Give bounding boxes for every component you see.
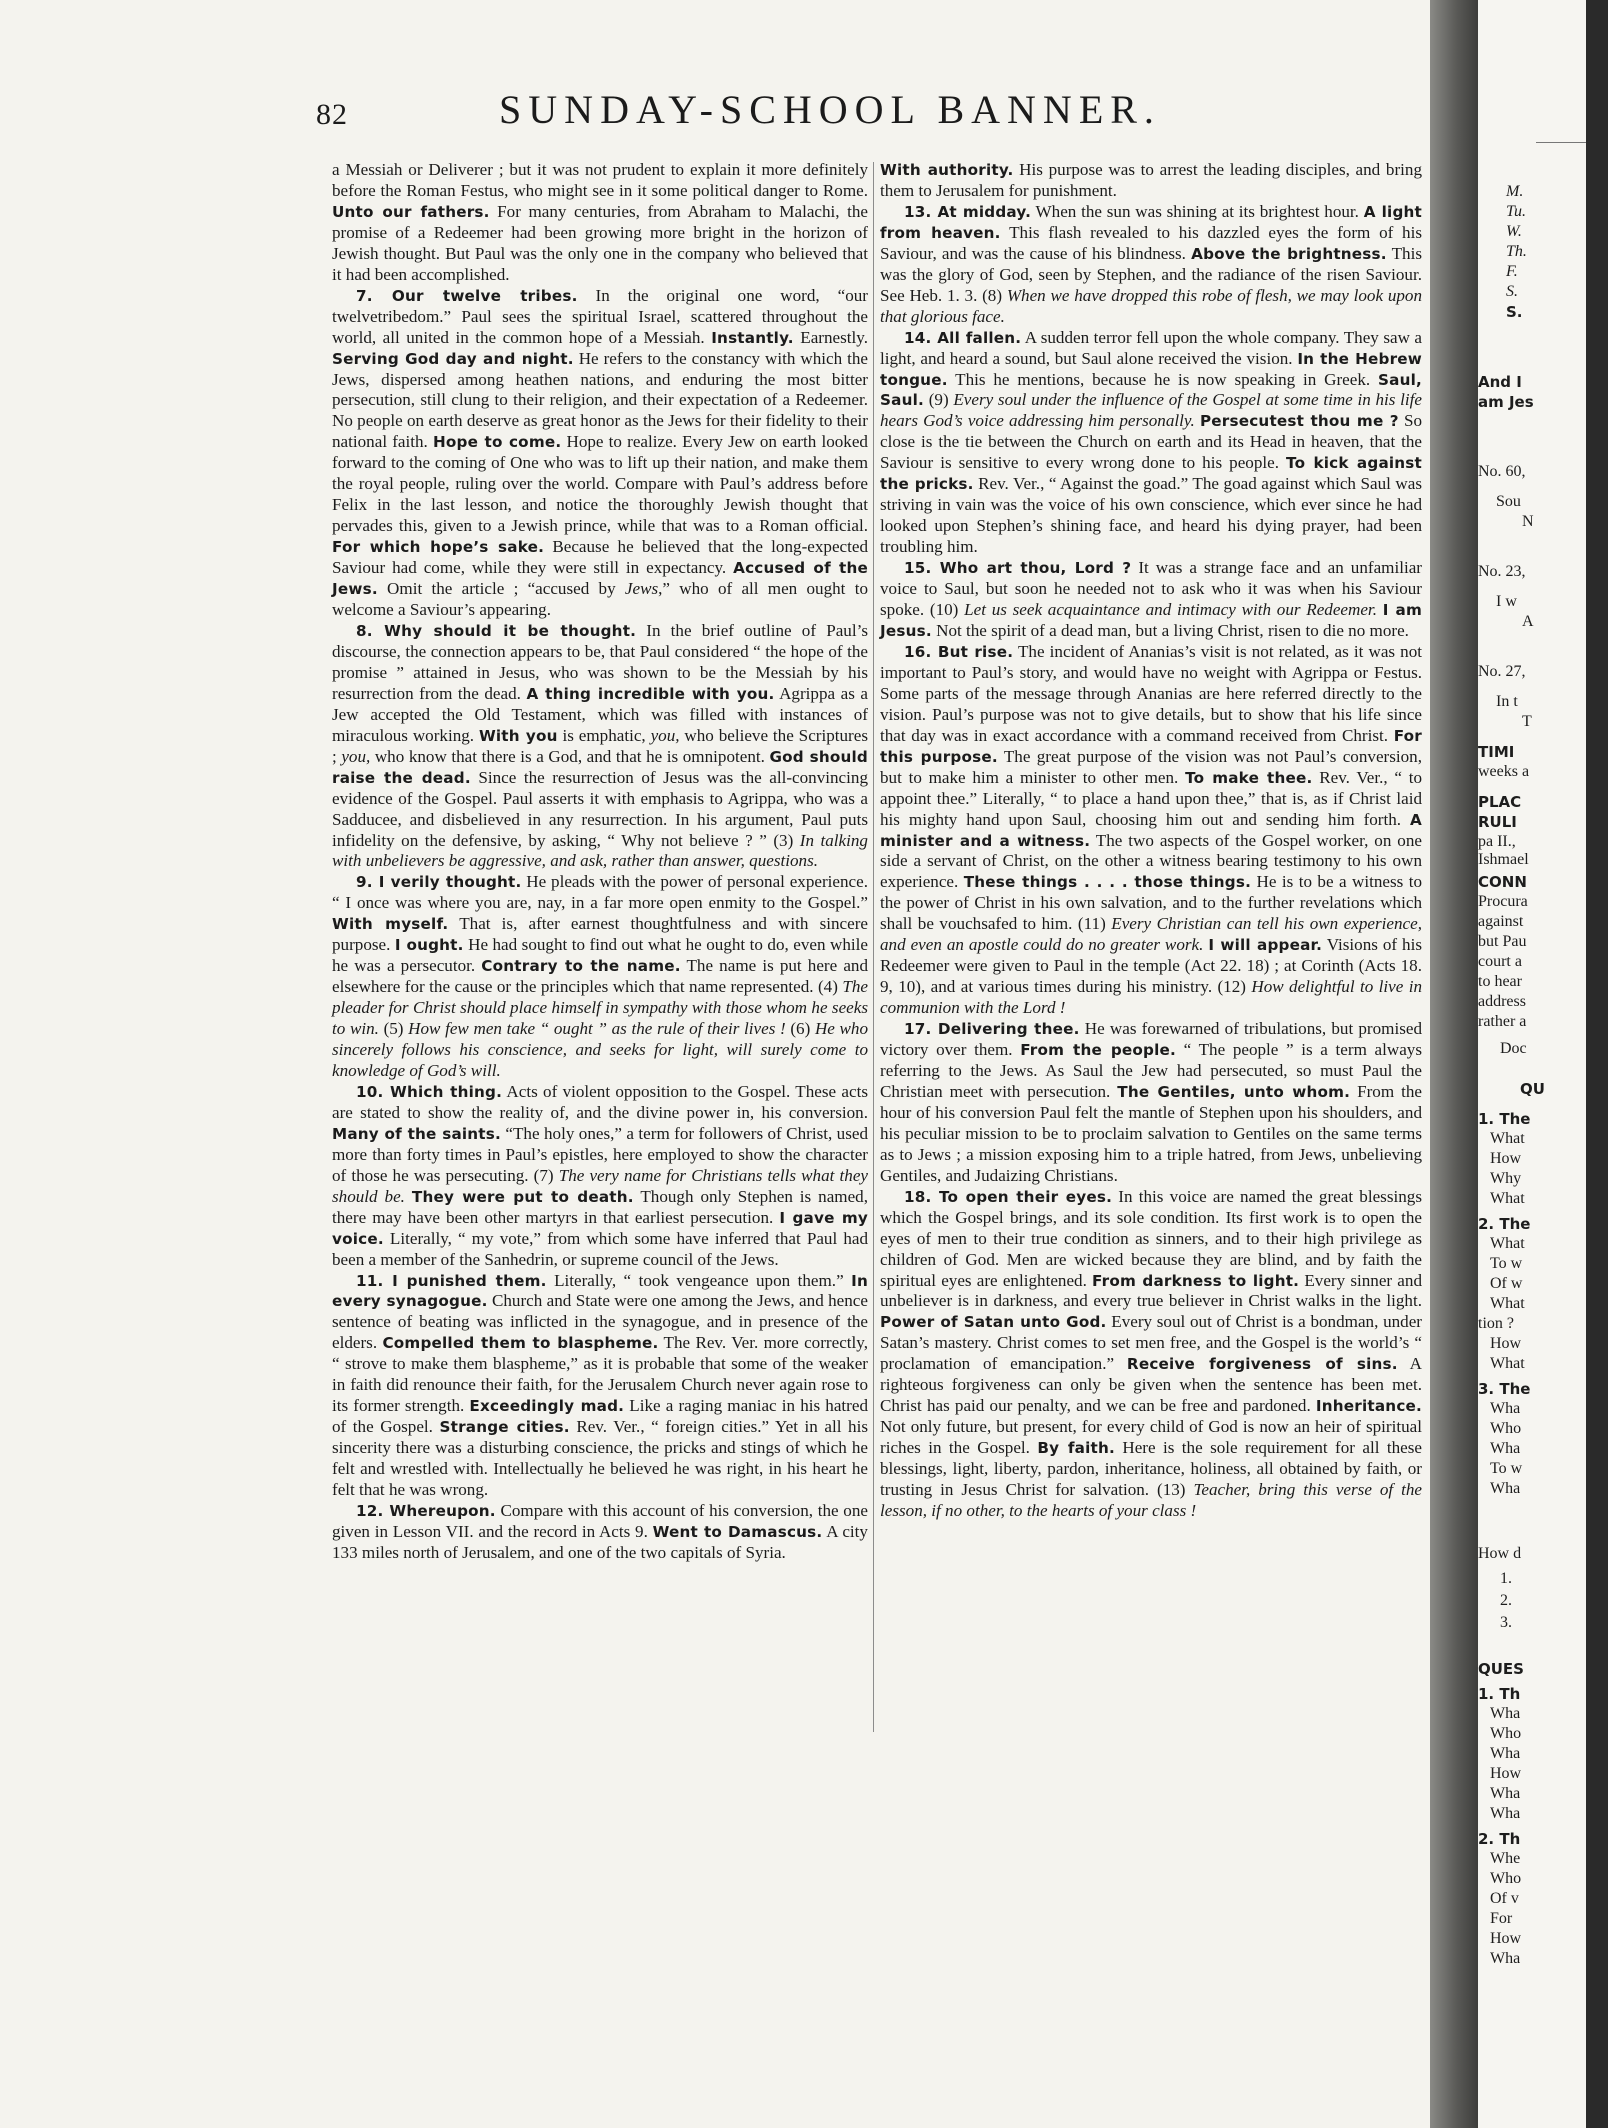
left-column <box>332 160 868 1564</box>
italic-remark: Every soul under the influence of the Gospel at some time in his life hears God’s voice addressing him personally. <box>880 390 1423 431</box>
adjacent-page-fragment: No. 27, <box>1478 663 1526 680</box>
lemma-heading: 11. I punished them. <box>356 1271 547 1290</box>
paragraph <box>332 1501 868 1564</box>
lemma-heading: Contrary to the name. <box>481 957 681 976</box>
body-text: It was a strange face and an unfamiliar voice to Saul, but soon he needed not to ask who it was when his Saviour spoke. (10) <box>880 558 1422 620</box>
body-text: Rev. Ver., “ Against the goad.” The goad against which Saul was striving in vain was the voice of his own conscience, which ever since he had looked upon Stephen’s shining face, and heard his dying prayer, had been troubling him. <box>880 474 1422 557</box>
body-text: ,” who of all men ought to welcome a Saviour’s appearing. <box>332 579 868 620</box>
body-text: From the hour of his conversion Paul felt the mantle of Stephen upon his shoulders, and his peculiar mission to be to proclaim salvation to Gentiles on the same terms as to Jews ; a mission exposing him to a triple hatred, from Jews, unbelieving Gentiles, and Judaizing Christians. <box>880 1081 1422 1185</box>
body-text: For many centuries, from Abraham to Malachi, the promise of a Redeemer had been growing more bright in the horizon of Jewish thought. But Paul was the only one in the company who believed that it had been accomplished. <box>332 201 868 284</box>
lemma-heading: A light from heaven. <box>880 202 1422 242</box>
adjacent-page-rule <box>1536 142 1586 143</box>
lemma-heading: 13. At midday. <box>904 202 1032 221</box>
lemma-heading: With authority. <box>880 161 1014 179</box>
paragraph <box>880 558 1422 642</box>
page-number: 82 <box>316 98 348 131</box>
column-rule <box>873 162 874 1732</box>
adjacent-page-fragment: Wha <box>1490 1400 1521 1417</box>
italic-remark: Every Christian can tell his own experience, and even an apostle could do no greater work. <box>880 914 1422 955</box>
adjacent-page-fragment: And I <box>1478 373 1522 391</box>
adjacent-page-fragment: What <box>1490 1130 1525 1147</box>
adjacent-page-fragment: PLAC <box>1478 793 1522 811</box>
adjacent-page-fragment: No. 60, <box>1478 463 1526 480</box>
body-text: Compare with this account of his conversion, the one given in Lesson VII. and the record in Acts 9. <box>332 1501 868 1541</box>
body-text: He refers to the constancy with which the Jews, dispersed among heathen nations, and enduring the most bitter persecution, still clung to their religion, and their expectation of a Redeemer. No people on earth deserve as great honor as the Jews for their fidelity to their national faith. <box>332 348 868 452</box>
adjacent-page-fragment: No. 23, <box>1478 563 1526 580</box>
italic-remark: The very name for Christians tells what they should be. <box>332 1165 868 1206</box>
lemma-heading: Strange cities. <box>439 1418 570 1437</box>
lemma-heading: 10. Which thing. <box>356 1082 503 1101</box>
body-text: The incident of Ananias’s visit is not related, as it was not important to Paul’s story, and would have no weight with Agrippa or Festus. Some parts of the message through Ananias are here referred directly to the vision. Paul’s purpose was not to give details, but to show that his life since that day was in exact accordance with a command received from Christ. <box>880 641 1422 745</box>
body-text: A city 133 miles north of Jerusalem, and one of the two capitals of Syria. <box>332 1521 868 1562</box>
body-text: In this voice are named the great blessings which the Gospel brings, and its sole condition. Its first work is to open the eyes of men to their true condition as sinners, and to their high privilege as children of God. Men are wicked because they are blind, and by faith the spiritual eyes are enlightened. <box>880 1186 1422 1290</box>
body-text: His purpose was to arrest the leading disciples, and bring them to Jerusalem for punishment. <box>880 160 1422 200</box>
adjacent-page-fragment: 2. <box>1500 1592 1512 1609</box>
body-text: Rev. Ver., “ foreign cities.” Yet in all his sincerity there was a disturbing conscience, the pricks and stings of which he felt and wrestled with. Intellectually he believed he was right, in his heart he felt that he was wrong. <box>332 1417 868 1500</box>
lemma-heading: Serving God day and night. <box>332 349 574 368</box>
lemma-heading: Accused of the Jews. <box>332 559 868 599</box>
lemma-heading: From darkness to light. <box>1092 1271 1300 1290</box>
adjacent-page-fragment: I w <box>1496 593 1517 610</box>
body-text: He had sought to find out what he ought to do, even while he was a persecutor. <box>332 935 869 976</box>
body-text: “The holy ones,” a term for followers of Christ, used more than forty times in Paul’s epistles, here employed to show the character of those he was persecuting. (7) <box>332 1123 868 1185</box>
body-text: The great purpose of the vision was not Paul’s conversion, but to make him a minister to other men. <box>880 746 1422 787</box>
adjacent-page-fragment: Ishmael <box>1478 851 1529 868</box>
lemma-heading: 15. Who art thou, Lord ? <box>904 559 1132 578</box>
adjacent-page-fragment: 3. <box>1500 1614 1512 1631</box>
adjacent-page-fragment: How d <box>1478 1545 1522 1562</box>
body-text: He is to be a witness to the power of Christ in his own salvation, and to the further revelations which shall be vouchsafed to him. (11) <box>880 872 1422 934</box>
lemma-heading: 9. I verily thought. <box>356 873 522 892</box>
lemma-heading: A thing incredible with you. <box>526 684 775 703</box>
adjacent-page-fragment: What <box>1490 1295 1525 1312</box>
lemma-heading: I gave my voice. <box>332 1208 868 1248</box>
adjacent-page-fragment: TIMI <box>1478 743 1515 761</box>
body-text: That is, after earnest thoughtfulness and with sincere purpose. <box>332 914 868 955</box>
body-text: “ The people ” is a term always referring to the Jews. As Saul the Jew had persecuted, so must Paul the Christian meet with persecution. <box>880 1040 1422 1101</box>
lemma-heading: 14. All fallen. <box>904 328 1022 347</box>
adjacent-page-fragment: address <box>1478 993 1526 1010</box>
adjacent-page-fragment: How <box>1490 1150 1522 1167</box>
lemma-heading: The Gentiles, unto whom. <box>1117 1082 1351 1101</box>
adjacent-page-fragment: Who <box>1490 1870 1522 1887</box>
lemma-heading: Persecutest thou me ? <box>1199 412 1399 431</box>
lemma-heading: Inheritance. <box>1315 1397 1422 1416</box>
italic-remark: you, <box>341 746 371 766</box>
adjacent-page-fragment: rather a <box>1478 1013 1527 1030</box>
lemma-heading: 7. Our twelve tribes. <box>356 286 578 305</box>
adjacent-page-fragment: How <box>1490 1930 1522 1947</box>
adjacent-page-fragment: weeks a <box>1478 763 1530 780</box>
lemma-heading: Hope to come. <box>433 433 562 452</box>
adjacent-page-fragment: A <box>1522 613 1534 630</box>
lemma-heading: To kick against the pricks. <box>880 454 1423 494</box>
lemma-heading: I ought. <box>394 936 464 955</box>
scan-border <box>1586 0 1608 2128</box>
adjacent-page-fragment: M. <box>1506 183 1524 200</box>
italic-remark: you, <box>650 725 680 745</box>
adjacent-page-fragment: How <box>1490 1765 1522 1782</box>
body-text: So close is the tie between the Church on earth and its Head in heaven, that the Saviour is sensitive to every wrong done to his people. <box>880 411 1423 473</box>
body-text: A sudden terror fell upon the whole company. They saw a light, and heard a sound, but Saul alone received the vision. <box>880 327 1423 368</box>
lemma-heading: Receive forgiveness of sins. <box>1126 1355 1398 1374</box>
lemma-heading: God should raise the dead. <box>332 747 868 787</box>
adjacent-page-fragment: but Pau <box>1478 933 1527 950</box>
lemma-heading: To make thee. <box>1185 768 1313 787</box>
adjacent-page-fragment: 3. The <box>1478 1380 1531 1398</box>
paragraph <box>332 872 868 1082</box>
lemma-heading: In the Hebrew tongue. <box>880 349 1423 389</box>
adjacent-page-fragment: to hear <box>1478 973 1522 990</box>
adjacent-page-fragment: F. <box>1506 263 1518 280</box>
body-text: The two aspects of the Gospel worker, on one side a servant of Christ, on the other a witness bearing testimony to his own experience. <box>880 830 1422 892</box>
adjacent-page-fragment: To w <box>1490 1460 1523 1477</box>
adjacent-page-fragment: QU <box>1520 1080 1545 1098</box>
body-text: Church and State were one among the Jews, and hence sentence of beating was inflicted in the synagogue, and in presence of the elders. <box>332 1291 868 1353</box>
adjacent-page-fragment: Who <box>1490 1725 1522 1742</box>
adjacent-page-fragment: Th. <box>1506 243 1527 260</box>
body-text: Agrippa as a Jew accepted the Old Testament, which was filled with instances of miraculous working. <box>332 683 868 745</box>
lemma-heading: By faith. <box>1037 1439 1115 1458</box>
adjacent-page-fragment: Wha <box>1490 1950 1521 1967</box>
adjacent-page-fragment: S. <box>1506 283 1518 300</box>
adjacent-page-fragment: Why <box>1490 1170 1522 1187</box>
adjacent-page-fragment: What <box>1490 1235 1525 1252</box>
adjacent-page-fragment: Tu. <box>1506 203 1527 220</box>
adjacent-page-fragment: RULI <box>1478 813 1517 831</box>
adjacent-page-fragment: For <box>1490 1910 1513 1927</box>
lemma-heading: They were put to death. <box>411 1187 634 1206</box>
body-text: This he mentions, because he is now speaking in Greek. <box>947 369 1379 389</box>
lemma-heading: Exceedingly mad. <box>469 1397 625 1416</box>
lemma-heading: With myself. <box>332 915 449 934</box>
lemma-heading: Many of the saints. <box>332 1124 501 1143</box>
italic-remark: He who sincerely follows his conscience, and seeks for light, will surely come to knowledge of God’s will. <box>332 1019 869 1080</box>
lemma-heading: For this purpose. <box>880 726 1422 766</box>
body-text: Though only Stephen is named, there may have been other martyrs in that earliest persecution. <box>332 1186 868 1227</box>
running-head: SUNDAY-SCHOOL BANNER. <box>499 87 1161 132</box>
paragraph <box>880 1019 1422 1187</box>
adjacent-page-fragment: tion ? <box>1478 1315 1514 1332</box>
adjacent-page-fragment: S. <box>1506 303 1523 321</box>
lemma-heading: With you <box>478 726 558 745</box>
adjacent-page-fragment: am Jes <box>1478 393 1534 411</box>
body-text: Earnestly. <box>793 327 868 347</box>
lemma-heading: Compelled them to blaspheme. <box>382 1334 659 1353</box>
adjacent-page-fragment: In t <box>1496 693 1518 710</box>
body-text: Every soul out of Christ is a bondman, under Satan’s mastery. Christ comes to set men free, and the Gospel is the world’s “ proclamation of emancipation.” <box>880 1312 1422 1374</box>
italic-remark: Let us seek acquaintance and intimacy with our Redeemer. <box>964 600 1377 620</box>
adjacent-page-fragment: N <box>1522 513 1534 530</box>
adjacent-page-fragment: 2. The <box>1478 1215 1531 1233</box>
paragraph <box>332 160 868 286</box>
body-text: A righteous forgiveness can only be given when the sentence has been met. Christ has paid our penalty, and we can be free and pardoned. <box>880 1354 1422 1416</box>
lemma-heading: 12. Whereupon. <box>356 1502 496 1520</box>
body-text: Like a raging maniac in his hatred of the Gospel. <box>332 1396 868 1437</box>
body-text: He pleads with the power of personal experience. “ I once was where you are, nay, in a far more open enmity to the Gospel.” <box>332 872 869 913</box>
body-text: Not only future, but present, for every child of God is now an heir of spiritual riches in the Gospel. <box>880 1417 1422 1458</box>
adjacent-page-fragment: pa II., <box>1478 833 1516 850</box>
lemma-heading: From the people. <box>1020 1041 1177 1060</box>
paragraph <box>332 1082 868 1271</box>
paragraph <box>880 202 1422 328</box>
body-text: When the sun was shining at its brightest hour. <box>1031 201 1364 221</box>
body-text: who know that there is a God, and that he is omnipotent. <box>370 746 770 766</box>
adjacent-page-fragment: Of w <box>1490 1275 1523 1292</box>
adjacent-page-fragment: QUES <box>1478 1660 1524 1678</box>
body-text: (5) <box>378 1019 409 1039</box>
body-text: Here is the sole requirement for all these blessings, light, liberty, pardon, inheritance, holiness, all obtained by faith, or trusting in Jesus Christ for salvation. (13) <box>880 1438 1422 1500</box>
paragraph <box>880 1187 1422 1522</box>
lemma-heading: 16. But rise. <box>904 642 1014 661</box>
lemma-heading: In every synagogue. <box>332 1271 868 1311</box>
adjacent-page-fragment: 2. Th <box>1478 1830 1521 1848</box>
lemma-heading: Above the brightness. <box>1191 244 1387 263</box>
lemma-heading: I will appear. <box>1208 936 1323 955</box>
paragraph <box>880 642 1422 1019</box>
adjacent-page-fragment: Wha <box>1490 1745 1521 1762</box>
adjacent-page-fragment: Wha <box>1490 1480 1521 1497</box>
adjacent-page-fragment: 1. The <box>1478 1110 1531 1128</box>
body-text: In the brief outline of Paul’s discourse, the connection appears to be, that Paul considered “ the hope of the promise ” attained in Jesus, who was shown to be the Messiah by his resurrection from the dead. <box>332 620 868 703</box>
lemma-heading: Saul, Saul. <box>880 370 1422 410</box>
adjacent-page-fragment: T <box>1522 713 1532 730</box>
lemma-heading: 17. Delivering thee. <box>904 1020 1080 1039</box>
italic-remark: The pleader for Christ should place himself in sympathy with those whom he seeks to win. <box>332 977 868 1039</box>
body-text: a Messiah or Deliverer ; but it was not prudent to explain it more definitely before the Roman Festus, who might see in it some political danger to Rome. <box>332 160 868 200</box>
lemma-heading: These things . . . . those things. <box>963 873 1252 892</box>
adjacent-page-fragment: Whe <box>1490 1850 1521 1867</box>
lemma-heading: 8. Why should it be thought. <box>356 621 637 640</box>
adjacent-page-fragment: Who <box>1490 1420 1522 1437</box>
adjacent-page-fragment: What <box>1490 1190 1525 1207</box>
adjacent-page-fragment: W. <box>1506 223 1522 240</box>
paragraph <box>332 621 868 872</box>
adjacent-page-fragment: court a <box>1478 953 1522 970</box>
italic-remark: How few men take “ ought ” as the rule of their lives ! <box>408 1019 786 1039</box>
body-text: Not the spirit of a dead man, but a living Christ, risen to die no more. <box>931 620 1409 640</box>
adjacent-page-fragment: What <box>1490 1355 1525 1372</box>
lemma-heading: Unto our fathers. <box>332 202 490 221</box>
body-text: Rev. Ver., “ to appoint thee.” Literally, “ to place a hand upon thee,” that is, as if Christ laid his mighty hand upon Saul, choosing him out and sending him forth. <box>880 767 1423 829</box>
adjacent-page-fragment: To w <box>1490 1255 1523 1272</box>
body-text: Visions of his Redeemer were given to Paul in the temple (Act 22. 18) ; at Corinth (Acts 18. 9, 10), and at various times during his ministry. (12) <box>880 935 1423 997</box>
adjacent-page-fragment: Sou <box>1496 493 1521 510</box>
lemma-heading: 18. To open their eyes. <box>904 1187 1113 1206</box>
body-text: Hope to realize. Every Jew on earth looked forward to the coming of One who was to lift up their nation, and make them the royal people, ruling over the world. Compare with Paul’s address before Felix in the last lesson, and notice the thoroughly Jewish thought that pervades this, given to a Jewish prince, while that was to a Roman official. <box>332 432 868 536</box>
adjacent-page-fragment: 1. Th <box>1478 1685 1521 1703</box>
italic-remark: When we have dropped this robe of flesh, we may look upon that glorious face. <box>880 285 1423 326</box>
adjacent-page-fragment: CONN <box>1478 873 1527 891</box>
body-text: Because he believed that the long-expected Saviour had come, while they were still in expectancy. <box>332 537 868 578</box>
body-text: who believe the Scriptures ; <box>332 725 868 766</box>
paragraph <box>332 286 868 621</box>
adjacent-page-fragment: Of v <box>1490 1890 1519 1907</box>
adjacent-page-fragment: How <box>1490 1335 1522 1352</box>
lemma-heading: Went to Damascus. <box>652 1522 823 1541</box>
paragraph <box>880 328 1422 558</box>
paragraph <box>332 1271 868 1501</box>
adjacent-page-fragment: Wha <box>1490 1440 1521 1457</box>
adjacent-page-fragment: against <box>1478 913 1524 930</box>
body-text: Acts of violent opposition to the Gospel. These acts are stated to show the reality of, and the divine power in, his conversion. <box>332 1081 868 1122</box>
book-gutter <box>1430 0 1478 2128</box>
body-text: The name is put here and elsewhere for the cause or the principles which that name represented. (4) <box>332 956 868 997</box>
lemma-heading: For which hope’s sake. <box>332 538 545 557</box>
adjacent-page-fragment: Doc <box>1500 1040 1527 1057</box>
body-text: Omit the article ; “accused by <box>377 579 625 599</box>
italic-remark: In talking with unbelievers be aggressive, and ask, rather than answer, questions. <box>332 830 868 871</box>
adjacent-page-fragment: Wha <box>1490 1785 1521 1802</box>
italic-remark: Jews <box>624 579 659 599</box>
body-text: (6) <box>785 1019 815 1039</box>
lemma-heading: A minister and a witness. <box>880 810 1422 850</box>
right-column <box>880 160 1422 1522</box>
italic-remark: Teacher, bring this verse of the lesson, if no other, to the hearts of your class ! <box>880 1480 1422 1520</box>
italic-remark: How delightful to live in communion with the Lord ! <box>880 977 1422 1018</box>
body-text: In the original one word, “our twelvetribedom.” Paul sees the spiritual Israel, scattered throughout the world, all united in the common hope of a Messiah. <box>332 285 868 347</box>
body-text: Since the resurrection of Jesus was the all-convincing evidence of the Gospel. Paul asserts it with emphasis to Agrippa, who was a Sadducee, and disbelieved in any resurrection. In his argument, Paul puts infidelity on the defensive, by asking, “ Why not believe ? ” (3) <box>332 767 868 850</box>
body-text: (9) <box>923 390 954 410</box>
adjacent-page-fragment: Wha <box>1490 1705 1521 1722</box>
body-text: This flash revealed to his dazzled eyes the form of his Saviour, and was the cause of his blindness. <box>880 222 1422 263</box>
adjacent-page-fragment: Wha <box>1490 1805 1521 1822</box>
body-text: This was the glory of God, seen by Stephen, and the radiance of the risen Saviour. See Heb. 1. 3. (8) <box>880 243 1422 305</box>
adjacent-page-fragment: Procura <box>1478 893 1528 910</box>
body-text <box>405 1187 412 1206</box>
lemma-heading: Instantly. <box>711 328 794 347</box>
body-text: Every sinner and unbeliever is in darkness, and every true believer in Christ walks in the light. <box>880 1270 1422 1311</box>
body-text: Literally, “ my vote,” from which some have inferred that Paul had been a member of the Sanhedrin, or supreme council of the Jews. <box>332 1228 868 1269</box>
lemma-heading: I am Jesus. <box>880 601 1422 640</box>
body-text: is emphatic, <box>557 725 651 745</box>
lemma-heading: Power of Satan unto God. <box>880 1313 1107 1332</box>
paragraph <box>880 160 1422 202</box>
adjacent-page-fragment: 1. <box>1500 1570 1512 1587</box>
body-text: The Rev. Ver. more correctly, “ strove to make them blaspheme,” as it is probable that some of the weaker in faith did renounce their faith, for the Jerusalem Church never again rose to its former strength. <box>332 1333 868 1416</box>
body-text: He was forewarned of tribulations, but promised victory over them. <box>880 1019 1422 1060</box>
body-text: Literally, “ took vengeance upon them.” <box>546 1270 852 1290</box>
